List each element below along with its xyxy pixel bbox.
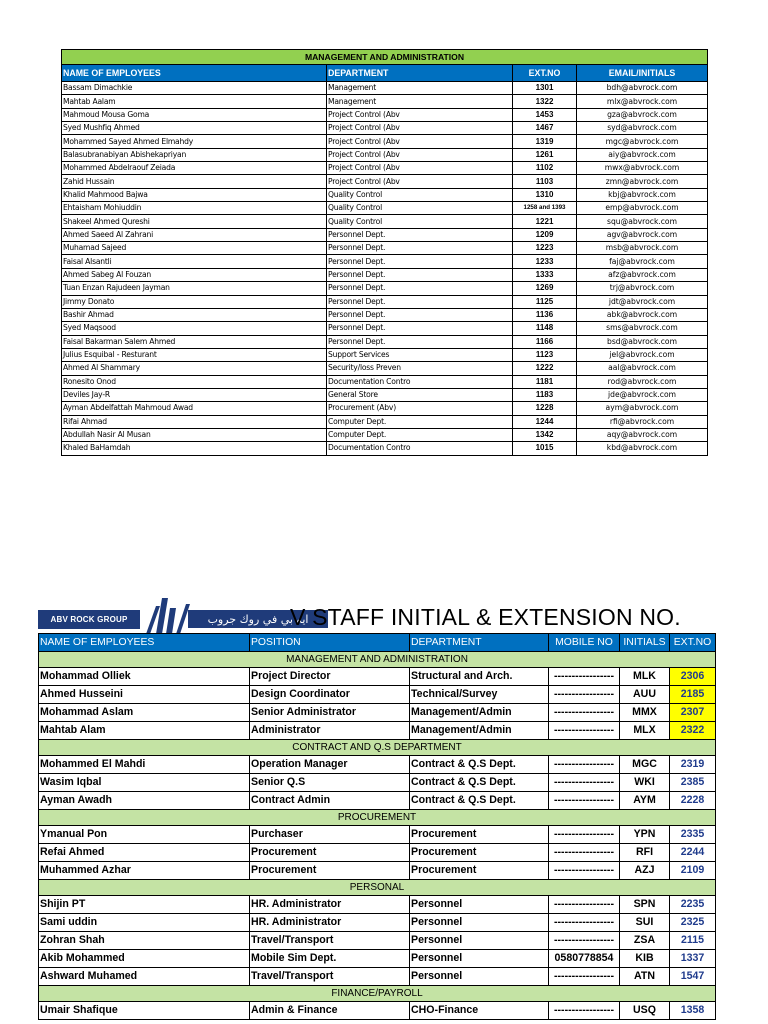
- column-header-ext: EXT.NO: [670, 634, 716, 652]
- mobile-number: -----------------: [549, 896, 620, 914]
- email: bdh@abvrock.com: [577, 82, 708, 95]
- employee-name: Ronesito Onod: [62, 375, 327, 388]
- employee-name: Syed Mushfiq Ahmed: [62, 122, 327, 135]
- department: Structural and Arch.: [410, 668, 549, 686]
- extension-number: 1467: [513, 122, 577, 135]
- department: Documentation Contro: [327, 442, 513, 455]
- table-row: [62, 108, 708, 121]
- mobile-number: -----------------: [549, 774, 620, 792]
- extension-number: 1181: [513, 375, 577, 388]
- email: rod@abvrock.com: [577, 375, 708, 388]
- section-title: FINANCE/PAYROLL: [39, 986, 716, 1002]
- table-row: [39, 826, 716, 844]
- table-row: [39, 862, 716, 880]
- position: HR. Administrator: [250, 896, 410, 914]
- department: Procurement: [410, 862, 549, 880]
- department: Personnel Dept.: [327, 322, 513, 335]
- mobile-number: -----------------: [549, 1002, 620, 1020]
- table-row: [62, 375, 708, 388]
- position: Project Director: [250, 668, 410, 686]
- column-header-department: DEPARTMENT: [410, 634, 549, 652]
- table-row: [39, 914, 716, 932]
- section-title: CONTRACT AND Q.S DEPARTMENT: [39, 740, 716, 756]
- extension-number: 1301: [513, 82, 577, 95]
- department: Personnel Dept.: [327, 308, 513, 321]
- initials: ATN: [620, 968, 670, 986]
- table-row: [62, 188, 708, 201]
- mobile-number: -----------------: [549, 686, 620, 704]
- employee-name: Shakeel Ahmed Qureshi: [62, 215, 327, 228]
- column-header-ext: EXT.NO: [513, 65, 577, 82]
- staff-extension-table: [38, 633, 716, 1020]
- company-banner: [38, 598, 718, 634]
- department: Personnel: [410, 968, 549, 986]
- initials: KIB: [620, 950, 670, 968]
- table-row: [39, 686, 716, 704]
- page-title: V STAFF INITIAL & EXTENSION NO.: [290, 604, 681, 630]
- initials: MLX: [620, 722, 670, 740]
- column-header-email: EMAIL/INITIALS: [577, 65, 708, 82]
- table-row: [62, 442, 708, 455]
- table-row: [62, 95, 708, 108]
- table-row: [62, 388, 708, 401]
- extension-number: 1183: [513, 388, 577, 401]
- department: Project Control (Abv: [327, 108, 513, 121]
- position: HR. Administrator: [250, 914, 410, 932]
- extension-number: 2235: [670, 896, 716, 914]
- position: Senior Administrator: [250, 704, 410, 722]
- employee-name: Mahtab Aalam: [62, 95, 327, 108]
- initials: MLK: [620, 668, 670, 686]
- employee-name: Ayman Awadh: [39, 792, 250, 810]
- extension-number: 1166: [513, 335, 577, 348]
- employee-name: Bashir Ahmad: [62, 308, 327, 321]
- employee-name: Zahid Hussain: [62, 175, 327, 188]
- extension-number: 2244: [670, 844, 716, 862]
- department: Personnel Dept.: [327, 228, 513, 241]
- email: faj@abvrock.com: [577, 255, 708, 268]
- employee-name: Mahtab Alam: [39, 722, 250, 740]
- table-row: [39, 668, 716, 686]
- extension-number: 1547: [670, 968, 716, 986]
- extension-number: 1148: [513, 322, 577, 335]
- initials: AZJ: [620, 862, 670, 880]
- department: Computer Dept.: [327, 428, 513, 441]
- table-row: [62, 282, 708, 295]
- table-row: [39, 792, 716, 810]
- position: Travel/Transport: [250, 932, 410, 950]
- email: agv@abvrock.com: [577, 228, 708, 241]
- department: Contract & Q.S Dept.: [410, 792, 549, 810]
- extension-number: 2306: [670, 668, 716, 686]
- email: zmn@abvrock.com: [577, 175, 708, 188]
- initials: WKI: [620, 774, 670, 792]
- email: gza@abvrock.com: [577, 108, 708, 121]
- extension-number: 2307: [670, 704, 716, 722]
- extension-number: 1358: [670, 1002, 716, 1020]
- position: Travel/Transport: [250, 968, 410, 986]
- department: Computer Dept.: [327, 415, 513, 428]
- section-row: [39, 652, 716, 668]
- section-title: PROCUREMENT: [39, 810, 716, 826]
- table-row: [39, 756, 716, 774]
- table-row: [62, 255, 708, 268]
- extension-number: 1337: [670, 950, 716, 968]
- extension-number: 1310: [513, 188, 577, 201]
- extension-number: 1342: [513, 428, 577, 441]
- department: Personnel Dept.: [327, 295, 513, 308]
- employee-name: Bassam Dimachkie: [62, 82, 327, 95]
- extension-number: 2325: [670, 914, 716, 932]
- initials: MGC: [620, 756, 670, 774]
- mobile-number: -----------------: [549, 756, 620, 774]
- department: Personnel Dept.: [327, 282, 513, 295]
- email: squ@abvrock.com: [577, 215, 708, 228]
- table-row: [62, 175, 708, 188]
- email: aal@abvrock.com: [577, 362, 708, 375]
- email: rfi@abvrock.com: [577, 415, 708, 428]
- extension-number: 2109: [670, 862, 716, 880]
- employee-name: Abdullah Nasir Al Musan: [62, 428, 327, 441]
- extension-number: 2319: [670, 756, 716, 774]
- table-row: [39, 844, 716, 862]
- column-header-name: NAME OF EMPLOYEES: [62, 65, 327, 82]
- employee-name: Muhammed Azhar: [39, 862, 250, 880]
- table-row: [62, 148, 708, 161]
- email: sms@abvrock.com: [577, 322, 708, 335]
- table-row: [39, 1002, 716, 1020]
- email: syd@abvrock.com: [577, 122, 708, 135]
- extension-number: 2115: [670, 932, 716, 950]
- position: Purchaser: [250, 826, 410, 844]
- employee-name: Julius Esquibal - Resturant: [62, 348, 327, 361]
- email: kbj@abvrock.com: [577, 188, 708, 201]
- department: Personnel Dept.: [327, 242, 513, 255]
- email: aym@abvrock.com: [577, 402, 708, 415]
- department: Security/loss Preven: [327, 362, 513, 375]
- initials: RFI: [620, 844, 670, 862]
- mobile-number: -----------------: [549, 968, 620, 986]
- extension-number: 1322: [513, 95, 577, 108]
- table-header-row: [62, 65, 708, 82]
- table-row: [62, 228, 708, 241]
- position: Contract Admin: [250, 792, 410, 810]
- table-row: [39, 774, 716, 792]
- company-logo: ABV ROCK GROUP: [38, 610, 140, 629]
- initials: SUI: [620, 914, 670, 932]
- table-row: [39, 722, 716, 740]
- extension-number: 1333: [513, 268, 577, 281]
- email: mwx@abvrock.com: [577, 162, 708, 175]
- employee-name: Muhamad Sajeed: [62, 242, 327, 255]
- employee-name: Balasubranabiyan Abishekapriyan: [62, 148, 327, 161]
- employee-name: Refai Ahmed: [39, 844, 250, 862]
- column-header-name: NAME OF EMPLOYEES: [39, 634, 250, 652]
- table-header-row: [39, 634, 716, 652]
- section-row: [39, 986, 716, 1002]
- department: Contract & Q.S Dept.: [410, 774, 549, 792]
- table-title: MANAGEMENT AND ADMINISTRATION: [62, 50, 708, 65]
- table-row: [39, 704, 716, 722]
- department: General Store: [327, 388, 513, 401]
- position: Procurement: [250, 862, 410, 880]
- department: Quality Control: [327, 188, 513, 201]
- email: mlx@abvrock.com: [577, 95, 708, 108]
- column-header-initials: INITIALS: [620, 634, 670, 652]
- department: CHO-Finance: [410, 1002, 549, 1020]
- table-row: [62, 322, 708, 335]
- mobile-number: -----------------: [549, 932, 620, 950]
- email: kbd@abvrock.com: [577, 442, 708, 455]
- employee-name: Faisal Bakarman Salem Ahmed: [62, 335, 327, 348]
- department: Contract & Q.S Dept.: [410, 756, 549, 774]
- employee-name: Khalid Mahmood Bajwa: [62, 188, 327, 201]
- department: Quality Control: [327, 202, 513, 215]
- employee-name: Ahmed Sabeg Al Fouzan: [62, 268, 327, 281]
- email: jel@abvrock.com: [577, 348, 708, 361]
- department: Support Services: [327, 348, 513, 361]
- extension-number: 1223: [513, 242, 577, 255]
- employee-name: Mohammed Sayed Ahmed Elmahdy: [62, 135, 327, 148]
- extension-number: 2322: [670, 722, 716, 740]
- employee-name: Jimmy Donato: [62, 295, 327, 308]
- employee-name: Mohammad Aslam: [39, 704, 250, 722]
- table-row: [62, 402, 708, 415]
- employee-name: Ahmed Al Shammary: [62, 362, 327, 375]
- extension-number: 1102: [513, 162, 577, 175]
- extension-number: 1319: [513, 135, 577, 148]
- extension-number: 1269: [513, 282, 577, 295]
- email: trj@abvrock.com: [577, 282, 708, 295]
- position: Administrator: [250, 722, 410, 740]
- department: Management: [327, 95, 513, 108]
- extension-number: 1103: [513, 175, 577, 188]
- extension-number: 1123: [513, 348, 577, 361]
- department: Management/Admin: [410, 722, 549, 740]
- department: Personnel: [410, 950, 549, 968]
- table-row: [62, 268, 708, 281]
- department: Personnel Dept.: [327, 268, 513, 281]
- employee-name: Sami uddin: [39, 914, 250, 932]
- extension-number: 1244: [513, 415, 577, 428]
- table-row: [39, 968, 716, 986]
- extension-number: 1258 and 1393: [513, 202, 577, 215]
- department: Project Control (Abv: [327, 162, 513, 175]
- position: Operation Manager: [250, 756, 410, 774]
- section-row: [39, 810, 716, 826]
- table-row: [62, 162, 708, 175]
- column-header-department: DEPARTMENT: [327, 65, 513, 82]
- position: Admin & Finance: [250, 1002, 410, 1020]
- department: Personnel: [410, 896, 549, 914]
- employee-name: Ahmed Husseini: [39, 686, 250, 704]
- table-row: [62, 215, 708, 228]
- employee-name: Akib Mohammed: [39, 950, 250, 968]
- table-row: [62, 135, 708, 148]
- table-row: [62, 82, 708, 95]
- mobile-number: -----------------: [549, 722, 620, 740]
- extension-number: 1136: [513, 308, 577, 321]
- employee-name: Mohammed El Mahdi: [39, 756, 250, 774]
- email: jdt@abvrock.com: [577, 295, 708, 308]
- employee-name: Mohammed Abdelraouf Zeiada: [62, 162, 327, 175]
- department: Procurement (Abv): [327, 402, 513, 415]
- department: Procurement: [410, 826, 549, 844]
- section-title: PERSONAL: [39, 880, 716, 896]
- table-row: [62, 348, 708, 361]
- initials: USQ: [620, 1002, 670, 1020]
- position: Design Coordinator: [250, 686, 410, 704]
- employee-name: Umair Shafique: [39, 1002, 250, 1020]
- employee-name: Deviles Jay-R: [62, 388, 327, 401]
- extension-number: 1228: [513, 402, 577, 415]
- employee-name: Shijin PT: [39, 896, 250, 914]
- initials: AUU: [620, 686, 670, 704]
- section-row: [39, 880, 716, 896]
- department: Personnel: [410, 914, 549, 932]
- table-row: [62, 242, 708, 255]
- employee-name: Tuan Enzan Rajudeen Jayman: [62, 282, 327, 295]
- extension-number: 1209: [513, 228, 577, 241]
- department: Project Control (Abv: [327, 175, 513, 188]
- table-row: [39, 896, 716, 914]
- management-extension-table: [61, 49, 708, 456]
- table-row: [62, 295, 708, 308]
- initials: SPN: [620, 896, 670, 914]
- employee-name: Faisal Alsantli: [62, 255, 327, 268]
- email: afz@abvrock.com: [577, 268, 708, 281]
- employee-name: Rifai Ahmad: [62, 415, 327, 428]
- position: Procurement: [250, 844, 410, 862]
- column-header-mobile: MOBILE NO: [549, 634, 620, 652]
- email: aqy@abvrock.com: [577, 428, 708, 441]
- initials: YPN: [620, 826, 670, 844]
- employee-name: Mahmoud Mousa Goma: [62, 108, 327, 121]
- extension-number: 1233: [513, 255, 577, 268]
- table-row: [39, 950, 716, 968]
- mobile-number: -----------------: [549, 844, 620, 862]
- employee-name: Khaled BaHamdah: [62, 442, 327, 455]
- mobile-number: -----------------: [549, 668, 620, 686]
- email: abk@abvrock.com: [577, 308, 708, 321]
- employee-name: Zohran Shah: [39, 932, 250, 950]
- employee-name: Ashward Muhamed: [39, 968, 250, 986]
- column-header-position: POSITION: [250, 634, 410, 652]
- initials: AYM: [620, 792, 670, 810]
- employee-name: Ehtaisham Mohiuddin: [62, 202, 327, 215]
- table-row: [62, 122, 708, 135]
- employee-name: Syed Maqsood: [62, 322, 327, 335]
- extension-number: 1125: [513, 295, 577, 308]
- employee-name: Ayman Abdelfattah Mahmoud Awad: [62, 402, 327, 415]
- initials: ZSA: [620, 932, 670, 950]
- department: Project Control (Abv: [327, 122, 513, 135]
- extension-number: 2335: [670, 826, 716, 844]
- employee-name: Ahmed Saeed Al Zahrani: [62, 228, 327, 241]
- email: mgc@abvrock.com: [577, 135, 708, 148]
- employee-name: Ymanual Pon: [39, 826, 250, 844]
- mobile-number: -----------------: [549, 826, 620, 844]
- table-row: [62, 202, 708, 215]
- department: Management: [327, 82, 513, 95]
- initials: MMX: [620, 704, 670, 722]
- mobile-number: -----------------: [549, 914, 620, 932]
- email: msb@abvrock.com: [577, 242, 708, 255]
- table-row: [62, 362, 708, 375]
- position: Mobile Sim Dept.: [250, 950, 410, 968]
- table-row: [62, 415, 708, 428]
- table-row: [62, 428, 708, 441]
- table-row: [62, 308, 708, 321]
- table-row: [62, 335, 708, 348]
- extension-number: 2185: [670, 686, 716, 704]
- department: Management/Admin: [410, 704, 549, 722]
- mobile-number: -----------------: [549, 862, 620, 880]
- department: Documentation Contro: [327, 375, 513, 388]
- email: aiy@abvrock.com: [577, 148, 708, 161]
- extension-number: 1221: [513, 215, 577, 228]
- extension-number: 1453: [513, 108, 577, 121]
- department: Personnel Dept.: [327, 255, 513, 268]
- department: Personnel: [410, 932, 549, 950]
- extension-number: 1015: [513, 442, 577, 455]
- department: Project Control (Abv: [327, 135, 513, 148]
- department: Project Control (Abv: [327, 148, 513, 161]
- employee-name: Mohammad Olliek: [39, 668, 250, 686]
- department: Technical/Survey: [410, 686, 549, 704]
- mobile-number: -----------------: [549, 792, 620, 810]
- section-title: MANAGEMENT AND ADMINISTRATION: [39, 652, 716, 668]
- position: Senior Q.S: [250, 774, 410, 792]
- employee-name: Wasim Iqbal: [39, 774, 250, 792]
- department: Procurement: [410, 844, 549, 862]
- mobile-number: -----------------: [549, 704, 620, 722]
- extension-number: 2385: [670, 774, 716, 792]
- extension-number: 2228: [670, 792, 716, 810]
- email: bsd@abvrock.com: [577, 335, 708, 348]
- mobile-number: 0580778854: [549, 950, 620, 968]
- section-row: [39, 740, 716, 756]
- department: Quality Control: [327, 215, 513, 228]
- extension-number: 1261: [513, 148, 577, 161]
- email: jde@abvrock.com: [577, 388, 708, 401]
- extension-number: 1222: [513, 362, 577, 375]
- department: Personnel Dept.: [327, 335, 513, 348]
- company-arabic-name: ايه بي في روك جروب: [188, 610, 328, 628]
- email: emp@abvrock.com: [577, 202, 708, 215]
- table-row: [39, 932, 716, 950]
